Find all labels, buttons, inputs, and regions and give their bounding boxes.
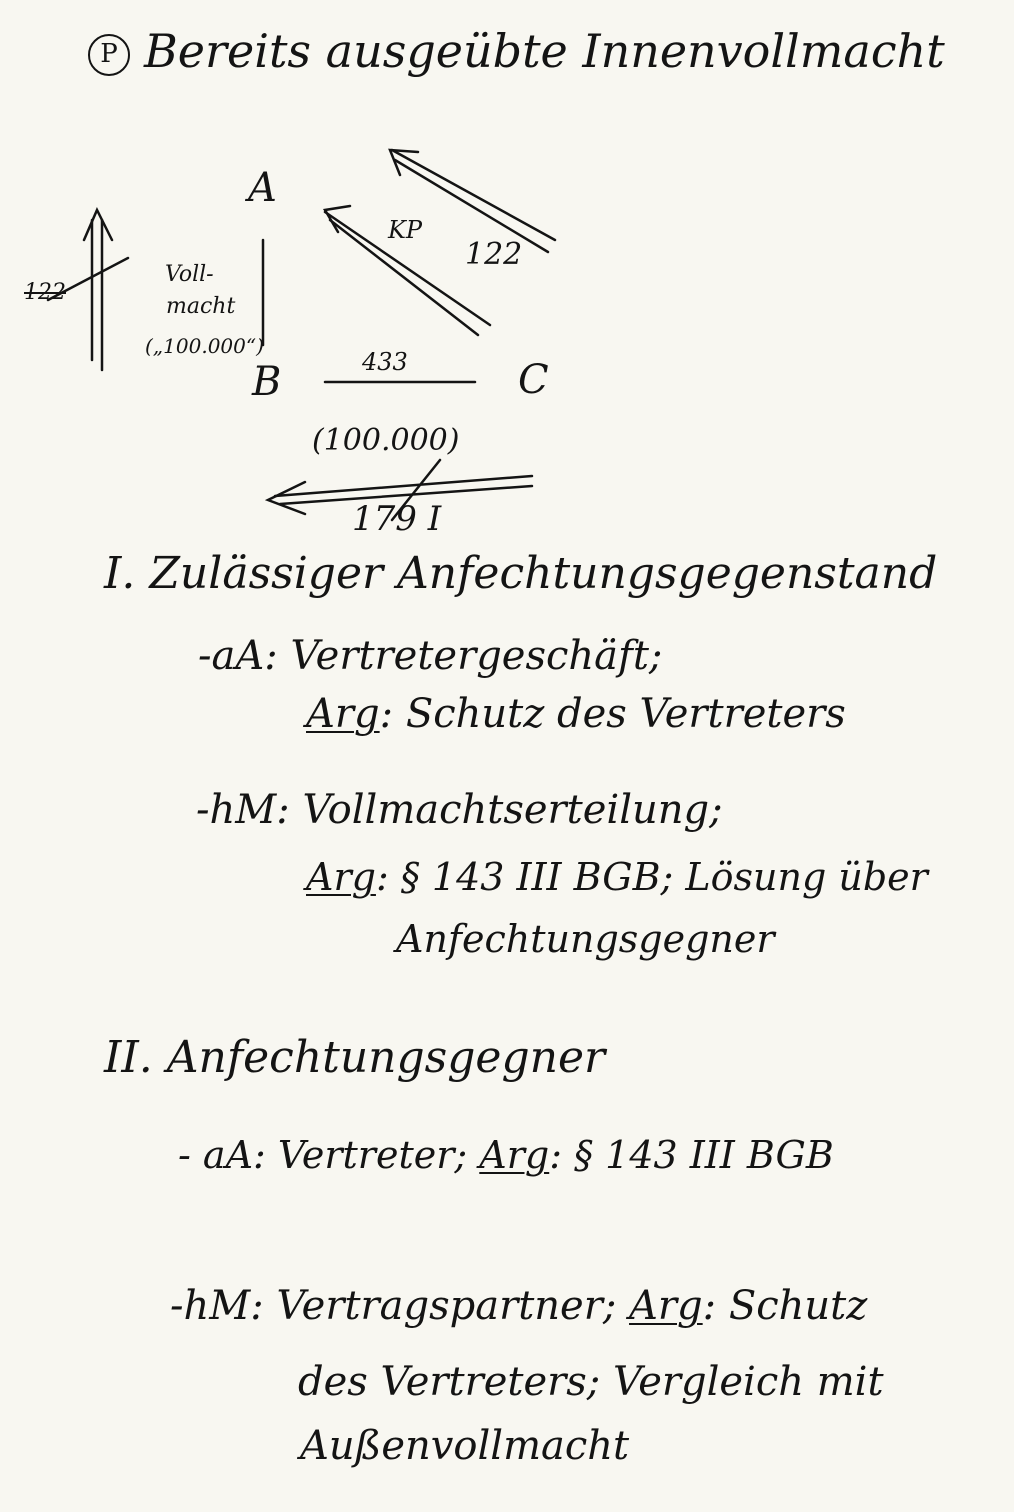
node-a: A bbox=[248, 165, 277, 211]
section-1-aa-arg bbox=[306, 691, 846, 737]
arg-text: : § 143 III BGB; Lösung über bbox=[375, 855, 928, 899]
label-122-left: 122 bbox=[24, 280, 66, 305]
label-122-right: 122 bbox=[465, 237, 523, 272]
arg-label: Arg bbox=[629, 1283, 703, 1329]
label-100000: (100.000) bbox=[312, 423, 460, 458]
relationship-diagram bbox=[0, 0, 1014, 560]
hm-text: Vollmachtserteilung; bbox=[302, 787, 723, 833]
aa-text: Vertretergeschäft; bbox=[290, 633, 663, 679]
aa-prefix: - aA: bbox=[178, 1133, 266, 1177]
page-title: Bereits ausgeübte Innenvollmacht bbox=[144, 24, 945, 78]
section-2-hm bbox=[170, 1283, 868, 1329]
arg-text: : Schutz des Vertreters bbox=[379, 691, 846, 737]
node-c: C bbox=[518, 357, 549, 403]
label-kp: KP bbox=[388, 216, 423, 244]
label-vollmacht-1: Voll- bbox=[165, 262, 214, 287]
section-2-aa bbox=[178, 1133, 834, 1177]
arg-label: Arg bbox=[306, 691, 380, 737]
hm-text: Vertragspartner; bbox=[276, 1283, 617, 1329]
section-1-hm bbox=[196, 787, 723, 833]
hm-prefix: -hM: bbox=[196, 787, 290, 833]
section-1-heading: I. Zulässiger Anfechtungsgegenstand bbox=[104, 548, 938, 599]
aa-prefix: -aA: bbox=[198, 633, 278, 679]
179-arrow-head bbox=[268, 482, 305, 514]
p-marker-icon: P bbox=[88, 34, 130, 76]
section-2-hm-line3: Außenvollmacht bbox=[300, 1423, 630, 1469]
section-1-hm-arg-cont: Anfechtungsgegner bbox=[396, 917, 775, 961]
label-179: 179 I bbox=[352, 499, 442, 539]
label-433: 433 bbox=[362, 348, 408, 376]
section-1-aa bbox=[198, 633, 663, 679]
arg-label: Arg bbox=[479, 1133, 550, 1177]
arg-text: : § 143 III BGB bbox=[549, 1133, 834, 1177]
arg-label: Arg bbox=[306, 855, 376, 899]
left-arrow-head bbox=[84, 210, 112, 240]
hm-prefix: -hM: bbox=[170, 1283, 264, 1329]
label-vollmacht-3: („100.000“) bbox=[145, 334, 264, 358]
label-vollmacht-2: macht bbox=[166, 294, 236, 319]
node-b: B bbox=[252, 359, 282, 405]
aa-text: Vertreter; bbox=[277, 1133, 468, 1177]
kp-arrow-head bbox=[325, 206, 350, 232]
section-1-hm-arg bbox=[306, 855, 928, 899]
arg-text: : Schutz bbox=[702, 1283, 868, 1329]
section-2-hm-line2: des Vertreters; Vergleich mit bbox=[298, 1359, 884, 1405]
section-2-heading: II. Anfechtungsgegner bbox=[104, 1032, 606, 1083]
179-arrow-line-1 bbox=[275, 476, 532, 496]
